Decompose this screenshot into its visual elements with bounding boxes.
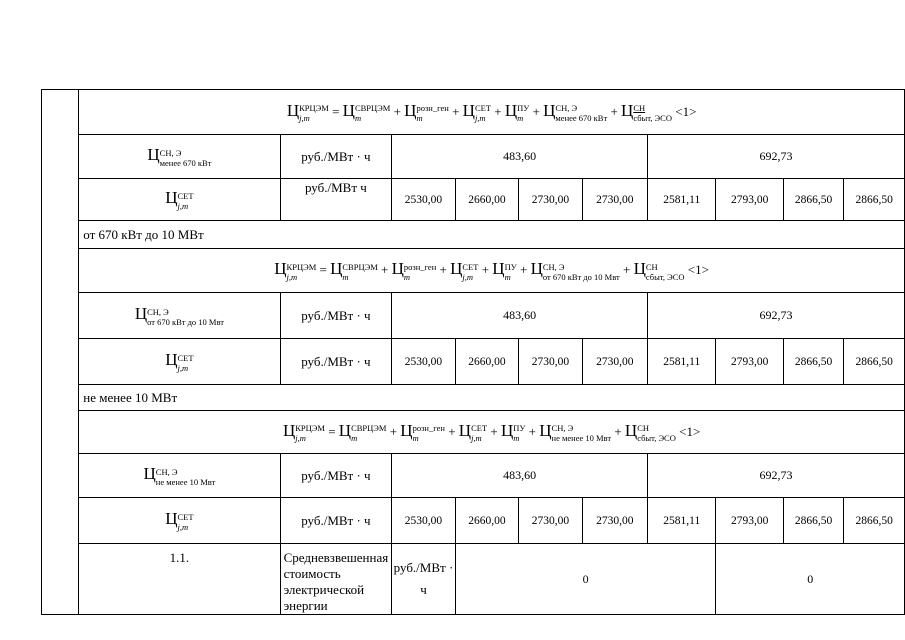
value-sn-g1-b: 692,73 bbox=[648, 135, 905, 179]
group-header-g3: не менее 10 МВт bbox=[79, 385, 905, 411]
value-set-g3: 2530,00 bbox=[392, 498, 455, 544]
row-description: Средневзвешенная стоимость электрической энергии bbox=[280, 544, 392, 615]
formula-g2: Ц КРЦЭМ j,m = Ц СВРЦЭМ m + Ц розн_ген m + Ц СЕТ j,m + Ц ПУ m + Ц СН, Э от 670 кВт до 10 Мвт + Ц СН сбыт, ЭСО <1> bbox=[79, 249, 905, 293]
group-header-g2: от 670 кВт до 10 МВт bbox=[79, 221, 905, 249]
unit-11: руб./МВт · ч bbox=[392, 544, 455, 615]
value-set-g2: 2730,00 bbox=[582, 339, 647, 385]
value-set-g1: 2581,11 bbox=[648, 179, 716, 221]
value-set-g2: 2581,11 bbox=[648, 339, 716, 385]
value-set-g2: 2530,00 bbox=[392, 339, 455, 385]
formula-g1: Ц КРЦЭМ j,m = Ц СВРЦЭМ m + Ц розн_ген m + Ц СЕТ j,m + Ц ПУ m + Ц СН, Э менее 670 кВт + Ц СН сбыт, ЭСО <1> bbox=[79, 90, 905, 135]
value-set-g2: 2866,50 bbox=[844, 339, 905, 385]
unit-set-g2: руб./МВт · ч bbox=[280, 339, 392, 385]
tariff-table bbox=[41, 89, 905, 615]
value-sn-g3-a: 483,60 bbox=[392, 454, 648, 498]
value-set-g3: 2793,00 bbox=[716, 498, 783, 544]
value-set-g3: 2730,00 bbox=[519, 498, 582, 544]
label-sn-g1: Ц СН, Э менее 670 кВт bbox=[79, 135, 280, 179]
label-sn-g3: Ц СН, Э не менее 10 Мвт bbox=[79, 454, 280, 498]
value-sn-g3-b: 692,73 bbox=[648, 454, 905, 498]
value-set-g1: 2730,00 bbox=[582, 179, 647, 221]
value-set-g1: 2530,00 bbox=[392, 179, 455, 221]
row-number-cell-empty bbox=[42, 90, 79, 615]
value-set-g1: 2866,50 bbox=[844, 179, 905, 221]
value-sn-g2-b: 692,73 bbox=[648, 293, 905, 339]
value-set-g1: 2730,00 bbox=[519, 179, 582, 221]
value-set-g2: 2730,00 bbox=[519, 339, 582, 385]
value-sn-g2-a: 483,60 bbox=[392, 293, 648, 339]
value-set-g3: 2866,50 bbox=[844, 498, 905, 544]
unit-sn-g2: руб./МВт · ч bbox=[280, 293, 392, 339]
value-set-g1: 2660,00 bbox=[455, 179, 518, 221]
unit-sn-g3: руб./МВт · ч bbox=[280, 454, 392, 498]
unit-set-g1: руб./МВт ч bbox=[280, 179, 392, 221]
value-set-g3: 2660,00 bbox=[455, 498, 518, 544]
unit-set-g3: руб./МВт · ч bbox=[280, 498, 392, 544]
value-set-g3: 2730,00 bbox=[582, 498, 647, 544]
value-set-g1: 2866,50 bbox=[783, 179, 844, 221]
value-set-g2: 2866,50 bbox=[783, 339, 844, 385]
label-set-g1: Ц СЕТ j,m bbox=[79, 179, 280, 221]
value-set-g1: 2793,00 bbox=[716, 179, 783, 221]
label-set-g3: Ц СЕТ j,m bbox=[79, 498, 280, 544]
value-11-b: 0 bbox=[716, 544, 905, 615]
value-set-g3: 2866,50 bbox=[783, 498, 844, 544]
value-sn-g1-a: 483,60 bbox=[392, 135, 648, 179]
unit-sn-g1: руб./МВт · ч bbox=[280, 135, 392, 179]
value-set-g2: 2660,00 bbox=[455, 339, 518, 385]
value-set-g2: 2793,00 bbox=[716, 339, 783, 385]
label-set-g2: Ц СЕТ j,m bbox=[79, 339, 280, 385]
row-number: 1.1. bbox=[79, 544, 280, 615]
value-11-a: 0 bbox=[455, 544, 716, 615]
formula-g3: Ц КРЦЭМ j,m = Ц СВРЦЭМ m + Ц розн_ген m + Ц СЕТ j,m + Ц ПУ m + Ц СН, Э не менее 10 Мвт + Ц СН сбыт, ЭСО <1> bbox=[79, 411, 905, 454]
label-sn-g2: Ц СН, Э от 670 кВт до 10 Мвт bbox=[79, 293, 280, 339]
value-set-g3: 2581,11 bbox=[648, 498, 716, 544]
